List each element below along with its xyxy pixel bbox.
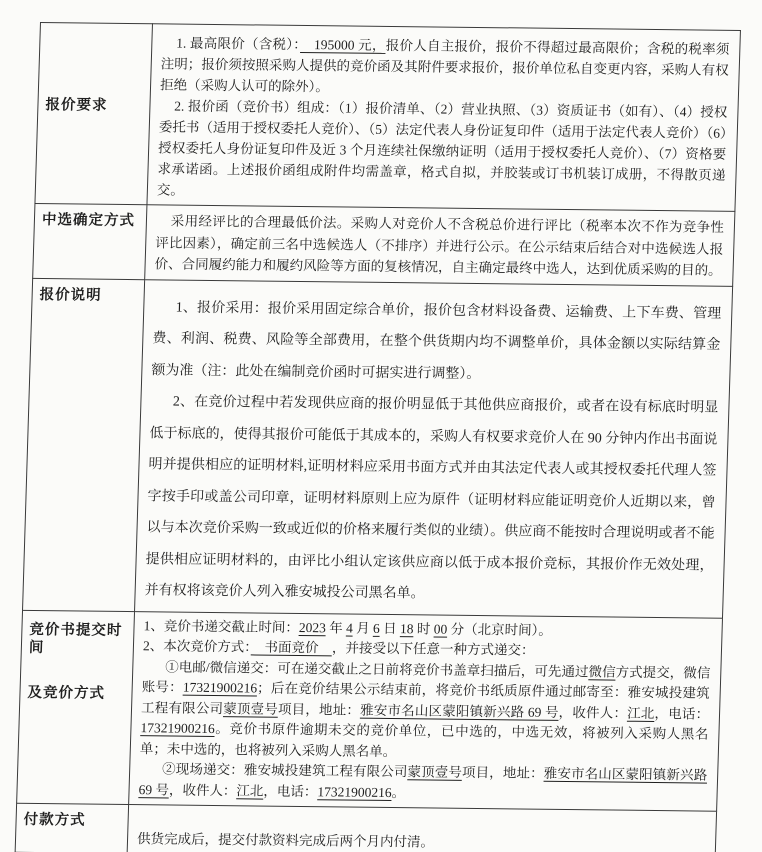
text-segment: 年	[325, 619, 347, 636]
table-row	[35, 23, 740, 212]
text-segment: ，并接受以下任意一种方式递交：	[331, 640, 535, 658]
underlined-text: 蒙顶壹号	[407, 764, 463, 780]
text-segment: ，电话：	[654, 705, 710, 722]
text-segment: 方式提交，微信账号：	[141, 664, 711, 695]
paragraph	[144, 386, 719, 613]
underlined-text: 17321900216	[140, 720, 215, 737]
doc-table-body	[15, 23, 740, 852]
text-segment: ②现场递交：雅安城投建筑工程有限公司	[161, 761, 408, 780]
row-content	[127, 805, 716, 852]
paragraph	[151, 292, 722, 393]
underlined-text: 4	[345, 620, 354, 636]
text-segment: ，收件人：	[558, 704, 628, 721]
underlined-text: 17321900216	[182, 679, 258, 696]
text-segment: ，电话：	[263, 783, 318, 799]
text-segment: 分（北京时间）。	[447, 621, 553, 638]
text-segment: 报价人自主报价，报价不得超过最高限价；含税的税率须注明；报价须按照采购人提供的竞价函及其附件要求报价，报价单位私自变更内容，采购人有权拒绝（采购人认可的除外）。	[159, 37, 730, 95]
row-content	[147, 24, 740, 212]
underlined-text: 蒙顶壹号	[223, 700, 279, 717]
row-label-line: 及竞价方式	[27, 684, 106, 702]
text-segment: 供货完成后，提交付款资料完成后两个月内付清。	[136, 831, 435, 850]
underlined-text: 18	[399, 620, 414, 636]
paragraph	[160, 32, 730, 101]
row-content	[145, 205, 735, 286]
text-segment: ①电邮/微信递交：可在递交截止之日前将竞价书盖章扫描后，可先通过	[165, 658, 589, 679]
row-label	[23, 278, 145, 611]
row-content	[129, 611, 723, 811]
underlined-text: 6	[372, 620, 381, 636]
row-label-line: 报价说明	[39, 286, 102, 304]
underlined-text: 17321900216	[317, 783, 392, 800]
text-segment: 1. 最高限价（含税）：	[176, 35, 301, 52]
underlined-text: 江北	[236, 782, 264, 799]
text-segment: 项目，地址：	[277, 701, 361, 718]
text-segment: 时	[413, 620, 435, 637]
text-segment: ，收件人：	[168, 782, 237, 798]
text-segment: 。竞价书原件逾期未交的竞价单位，已中选的，中选无效，将被列入采购人黑名单；未中选的，也将被列入采购人黑名单。	[139, 721, 709, 759]
text-segment: 项目，地址：	[461, 764, 545, 781]
underlined-text: 雅安市名山区蒙阳镇新兴路 69 号	[359, 702, 559, 720]
text-segment: 1、报价采用：报价采用固定综合单价，报价包含材料设备费、运输费、上下车费、管理费、利润、税费、风险等全部费用，在整个供货期内均不调整单价，具体金额以实际结算金额为准（注：此处在编制竞价函时可据实进行调整）。	[151, 300, 722, 382]
table-row	[15, 803, 716, 852]
underlined-text: 00	[433, 621, 448, 637]
row-label	[35, 23, 153, 205]
row-label-line: 付款方式	[23, 811, 86, 829]
row-label-line: 竞价书提交时间	[28, 621, 123, 656]
table-row	[23, 278, 733, 618]
row-label	[17, 610, 135, 805]
text-segment: 1、竞价书递交截止时间：	[143, 617, 300, 635]
underlined-text: 雅安市名山区蒙阳镇新兴路 69 号	[138, 765, 708, 798]
row-label	[33, 203, 147, 279]
underlined-text: 书面竞价	[250, 639, 333, 656]
paragraph	[154, 210, 724, 281]
paragraph	[137, 829, 706, 852]
row-label	[15, 803, 128, 852]
paragraph	[138, 759, 707, 806]
text-segment: ；后在竞价结果公示结束前，将竞价书纸质原件通过邮寄至：雅安城投建筑工程有限公司	[140, 680, 710, 716]
text-segment: 2、本次竞价方式：	[142, 638, 252, 655]
text-segment: 月	[352, 620, 374, 636]
text-segment: 。	[391, 784, 406, 800]
quotation-info-table	[15, 22, 741, 852]
text-segment: 采用经评比的合理最低价法。采购人对竞价人不含税总价进行评比（税率本次不作为竞争性评比因素），确定前三名中选候选人（不排序）并进行公示。在公示结束后结合对中选候选人报价、合同履约能力和履约风险等方面的复核情况，自主确定最终中选人，达到优质采购的目的。	[154, 213, 725, 278]
paragraph	[157, 95, 728, 206]
table-row	[33, 203, 735, 285]
underlined-text: 微信	[588, 663, 616, 680]
row-label-line: 报价要求	[45, 96, 108, 114]
row-content	[135, 279, 733, 618]
text-segment: 日	[379, 620, 401, 636]
paragraph	[140, 657, 711, 766]
underlined-text: 江北	[626, 705, 655, 721]
underlined-text: 195000 元，	[300, 36, 386, 53]
text-segment: 2、在竞价过程中若发现供应商的报价明显低于其他供应商报价，或者在设有标底时明显低于标底的，使得其报价可能低于其成本的，采购人有权要求竞价人在 90 分钟内作出书面说明并提供相应的证明材料,证明材料应采用书面方式并由其法定代表人或其授权委托代理人签字按手印或盖公司印章，证明材料原则上应为原件（证明材料应能证明竞价人近期以来，曾以与本次竞价采购一致或近似的价格来履行类似的业绩）。供应商不能按时合理说明或者不能提供相应证明材料的，由评比小组认定该供应商以低于成本报价竞标，其报价作无效处理，并有权将该竞价人列入雅安城投公司黑名单。	[144, 394, 719, 602]
row-label-line: 中选确定方式	[41, 212, 136, 230]
table-row	[17, 610, 723, 811]
underlined-text: 2023	[298, 619, 327, 635]
text-segment: 2. 报价函（竞价书）组成：（1）报价清单、（2）营业执照、（3）资质证书（如有）、（4）授权委托书（适用于授权委托人竞价）、（5）法定代表人身份证复印件（适用于法定代表人竞价）（6）授权委托人身份证复印件及近 3 个月连续社保缴纳证明（适用于授权委托人竞价）、（7）资格要求承诺函。上述报价函组成附件均需盖章，格式自拟，并胶装或订书机装订成册，不得散页递交。	[156, 98, 728, 198]
